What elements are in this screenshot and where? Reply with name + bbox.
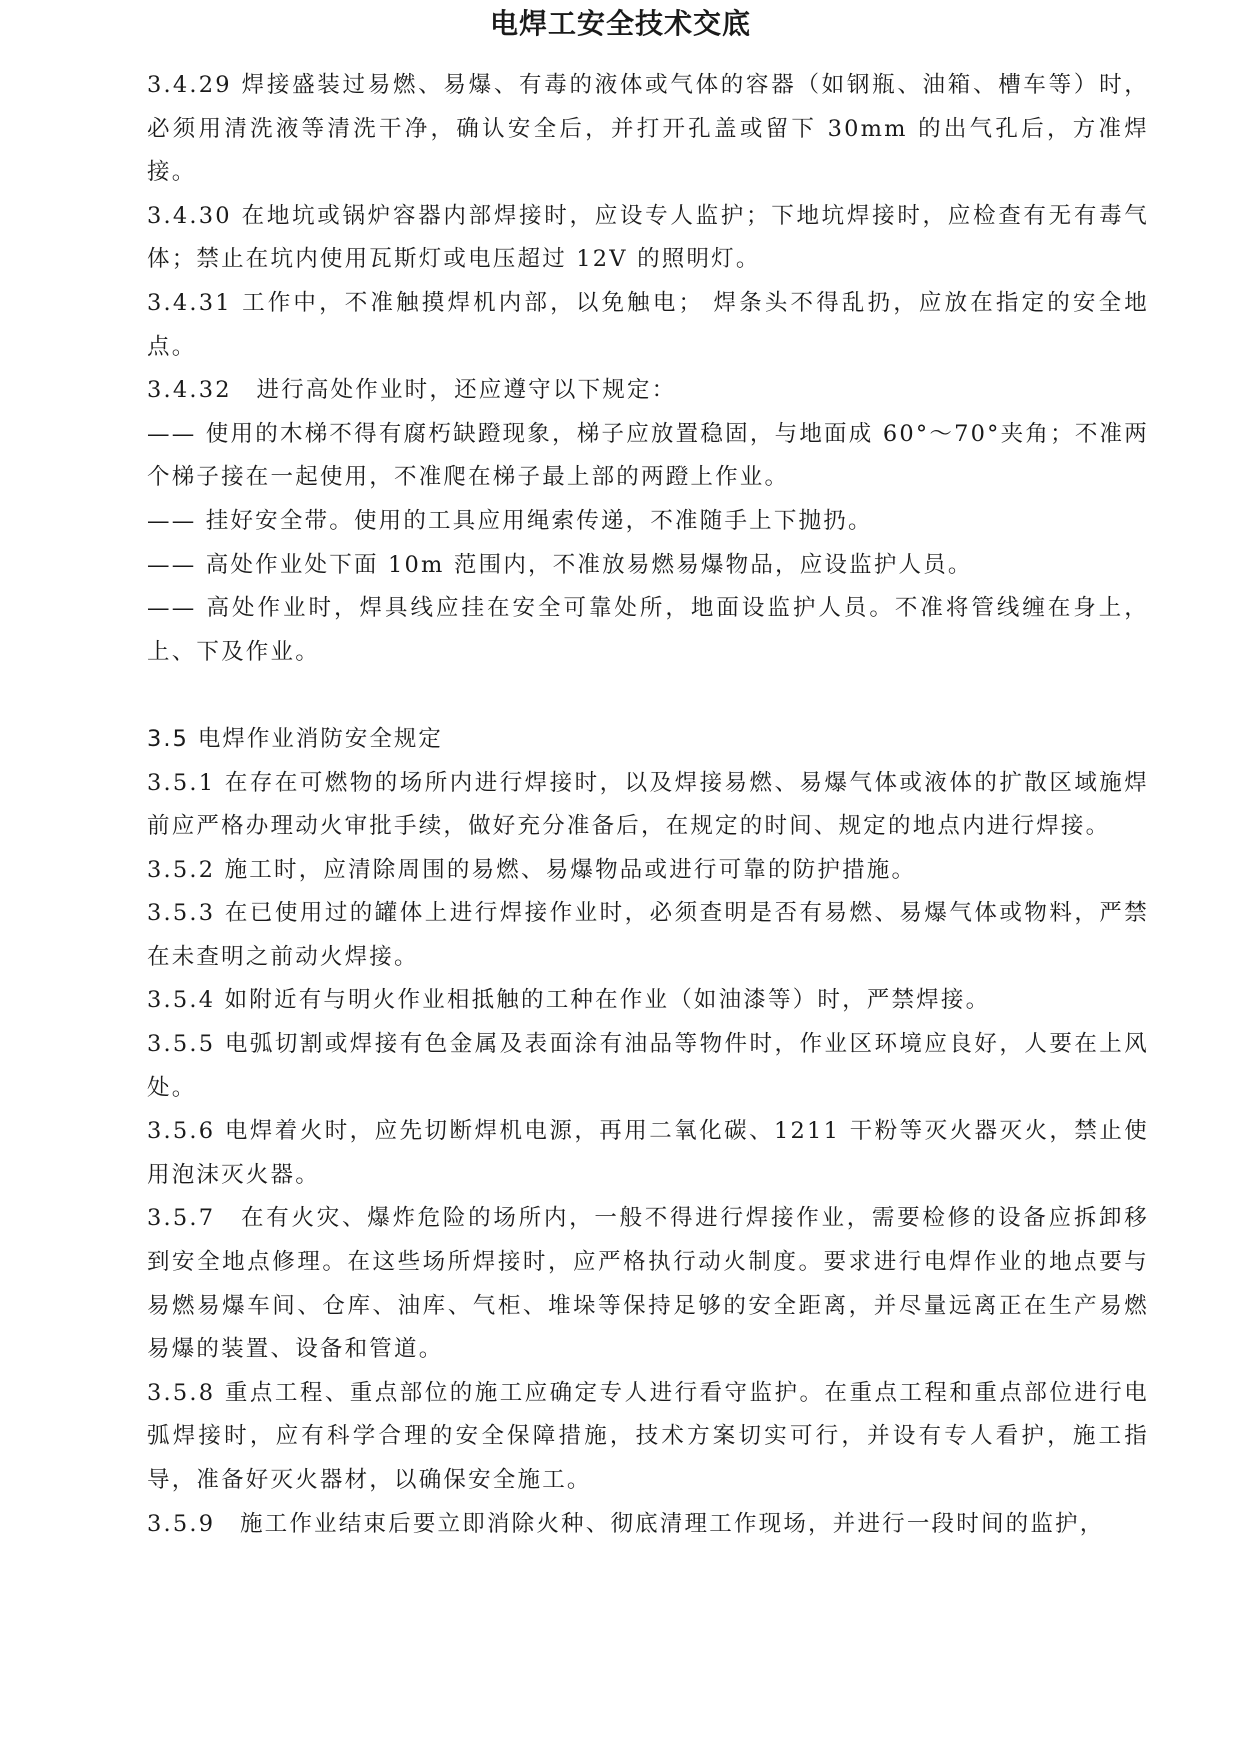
clause-3-5-4: 3.5.4 如附近有与明火作业相抵触的工种在作业（如油漆等）时，严禁焊接。 (147, 987, 991, 1014)
clause-3-4-32-item-cable: —— 高处作业时，焊具线应挂在安全可靠处所，地面设监护人员。不准将管线缠在身上，上、下及作业。 (147, 595, 1149, 665)
clause-3-5-7: 3.5.7 在有火灾、爆炸危险的场所内，一般不得进行焊接作业，需要检修的设备应拆卸移到安全地点修理。在这些场所焊接时，应严格执行动火制度。要求进行电焊作业的地点要与易燃易爆车间、仓库、油库、气柜、堆垛等保持足够的安全距离，并尽量远离正在生产易燃易爆的装置、设备和管道。 (147, 1205, 1149, 1363)
clause-3-4-31: 3.4.31 工作中，不准触摸焊机内部，以免触电； 焊条头不得乱扔，应放在指定的安全地点。 (147, 289, 1149, 360)
clause-3-5-9: 3.5.9 施工作业结束后要立即消除火种、彻底清理工作现场，并进行一段时间的监护， (147, 1510, 1105, 1537)
clause-3-5-3: 3.5.3 在已使用过的罐体上进行焊接作业时，必须查明是否有易燃、易爆气体或物料，严禁在未查明之前动火焊接。 (147, 900, 1149, 970)
clause-3-5-1: 3.5.1 在存在可燃物的场所内进行焊接时，以及焊接易燃、易爆气体或液体的扩散区域施焊前应严格办理动火审批手续，做好充分准备后，在规定的时间、规定的地点内进行焊接。 (147, 769, 1149, 840)
clause-3-4-32-item-area: —— 高处作业处下面 10m 范围内，不准放易燃易爆物品，应设监护人员。 (147, 551, 973, 578)
document-body (147, 64, 1149, 1546)
clause-3-4-32: 3.4.32 进行高处作业时，还应遵守以下规定： (147, 377, 677, 404)
clause-3-5-2: 3.5.2 施工时，应清除周围的易燃、易爆物品或进行可靠的防护措施。 (147, 856, 917, 883)
clause-3-5-6: 3.5.6 电焊着火时，应先切断焊机电源，再用二氧化碳、1211 干粉等灭火器灭火，禁止使用泡沫灭火器。 (147, 1118, 1149, 1188)
clause-3-4-30: 3.4.30 在地坑或锅炉容器内部焊接时，应设专人监护；下地坑焊接时，应检查有无有毒气体；禁止在坑内使用瓦斯灯或电压超过 12V 的照明灯。 (147, 202, 1149, 273)
clause-3-4-32-item-harness: —— 挂好安全带。使用的工具应用绳索传递，不准随手上下抛扔。 (147, 507, 873, 534)
clause-3-4-32-item-ladder: —— 使用的木梯不得有腐朽缺蹬现象，梯子应放置稳固，与地面成 60°～70°夹角；不准两个梯子接在一起使用，不准爬在梯子最上部的两蹬上作业。 (147, 420, 1149, 491)
document-title: 电焊工安全技术交底 (489, 7, 751, 40)
clause-3-4-29: 3.4.29 焊接盛装过易燃、易爆、有毒的液体或气体的容器（如钢瓶、油箱、槽车等）时，必须用清洗液等清洗干净，确认安全后，并打开孔盖或留下 30mm 的出气孔后，方准焊接。 (147, 72, 1149, 186)
section-heading-3-5: 3.5 电焊作业消防安全规定 (147, 725, 443, 752)
clause-3-5-5: 3.5.5 电弧切割或焊接有色金属及表面涂有油品等物件时，作业区环境应良好，人要在上风处。 (147, 1031, 1149, 1101)
clause-3-5-8: 3.5.8 重点工程、重点部位的施工应确定专人进行看守监护。在重点工程和重点部位进行电弧焊接时，应有科学合理的安全保障措施，技术方案切实可行，并设有专人看护，施工指导，准备好灭火器材，以确保安全施工。 (147, 1379, 1149, 1493)
